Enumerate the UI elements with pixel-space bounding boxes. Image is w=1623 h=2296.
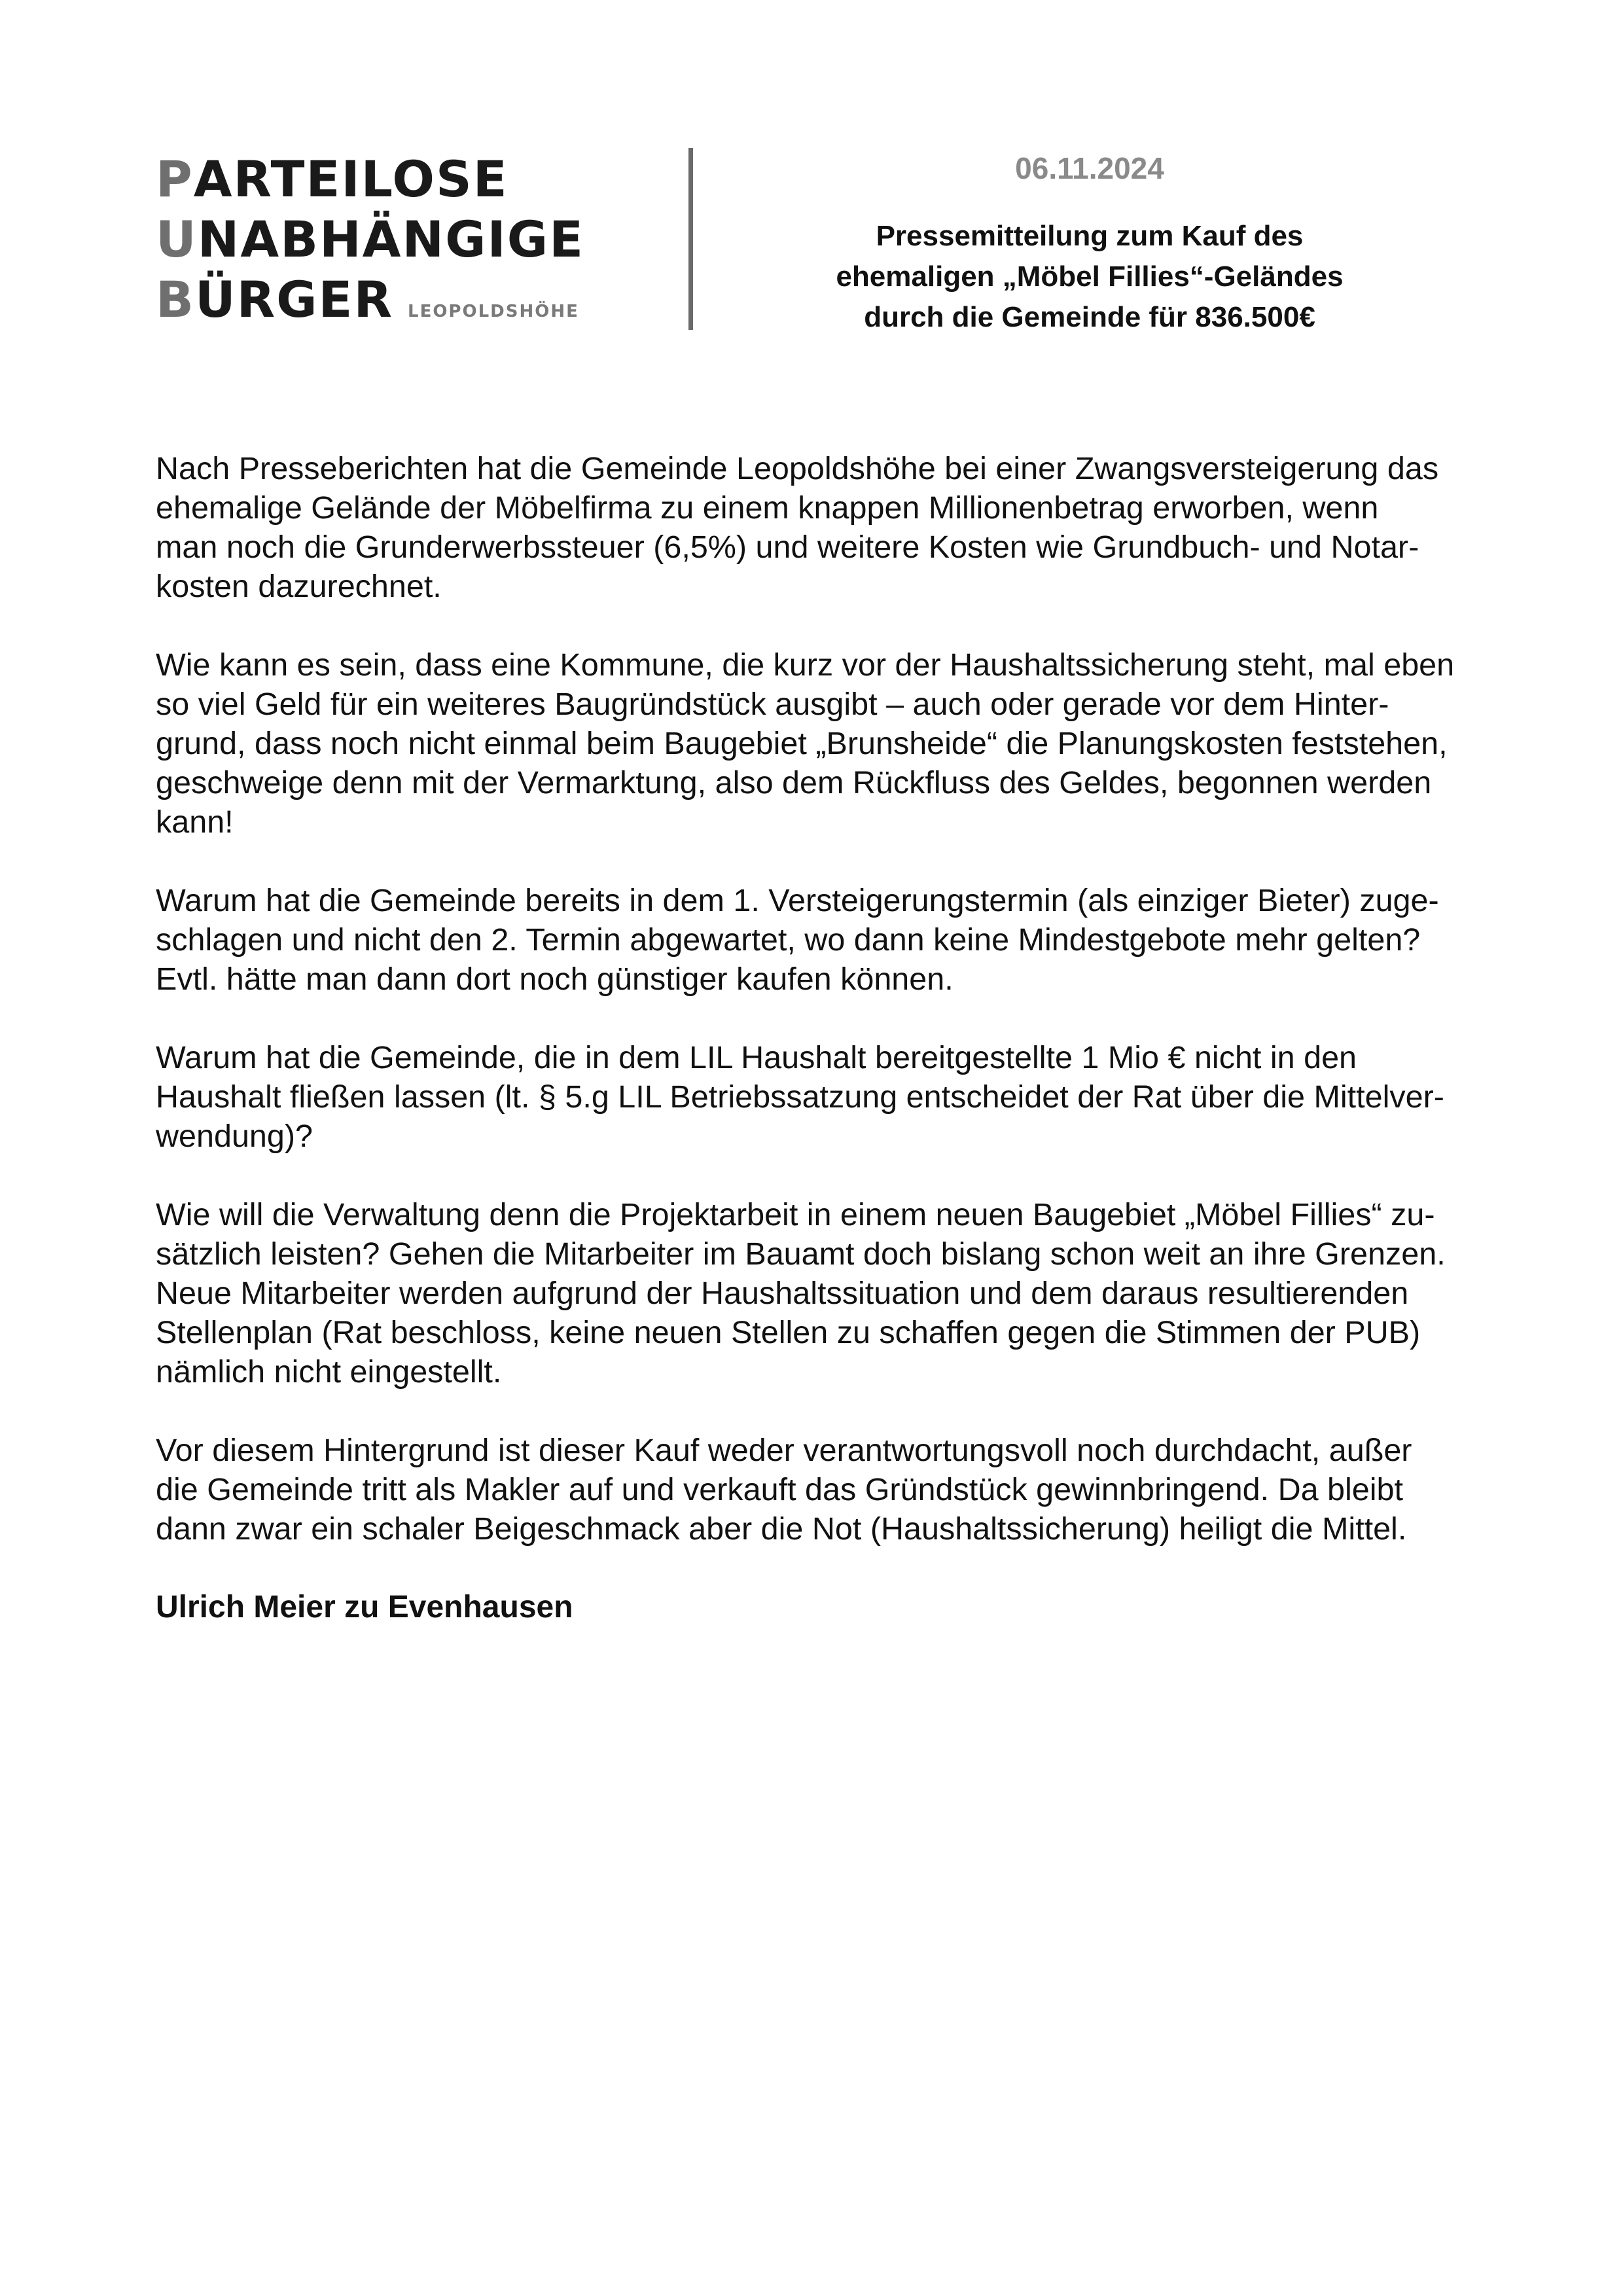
text-line: die Gemeinde tritt als Makler auf und verkauft das Gründstück gewinnbringend. Da bleibt: [156, 1472, 1403, 1507]
paragraph-6: [156, 1431, 1484, 1549]
text-line: man noch die Grunderwerbssteuer (6,5%) und weitere Kosten wie Grundbuch- und Notar-: [156, 529, 1419, 565]
paragraph-4: [156, 1038, 1484, 1156]
release-body: [156, 449, 1484, 1627]
text-line: Wie kann es sein, dass eine Kommune, die kurz vor der Haushaltssicherung steht, mal eben: [156, 647, 1455, 683]
text-line: schlagen und nicht den 2. Termin abgewartet, wo dann keine Mindestgebote mehr gelten?: [156, 922, 1421, 958]
logo-line-2: [156, 209, 633, 270]
text-line: Evtl. hätte man dann dort noch günstiger kaufen können.: [156, 961, 954, 997]
logo-word-1: ARTEILOSE: [193, 150, 508, 208]
logo-line-1: [156, 149, 633, 209]
logo-initial-p: P: [156, 150, 194, 208]
text-line: Stellenplan (Rat beschloss, keine neuen Stellen zu schaffen gegen die Stimmen der PUB): [156, 1315, 1421, 1350]
logo-place-name: LEOPOLDSHÖHE: [408, 302, 579, 321]
release-title-line: ehemaligen „Möbel Fillies“-Geländes: [836, 260, 1344, 293]
text-line: ehemalige Gelände der Möbelfirma zu einem knappen Millionenbetrag erworben, wenn: [156, 490, 1379, 526]
party-logo: [156, 149, 633, 342]
release-date: 06.11.2024: [1015, 151, 1164, 185]
text-line: dann zwar ein schaler Beigeschmack aber die Not (Haushaltssicherung) heiligt die Mittel.: [156, 1511, 1407, 1547]
text-line: Wie will die Verwaltung denn die Projektarbeit in einem neuen Baugebiet „Möbel Fillies“ zu-: [156, 1197, 1435, 1232]
author-signature: Ulrich Meier zu Evenhausen: [156, 1590, 573, 1624]
release-title: [759, 216, 1420, 338]
text-line: grund, dass noch nicht einmal beim Baugebiet „Brunsheide“ die Planungskosten feststehen,: [156, 726, 1448, 761]
text-line: sätzlich leisten? Gehen die Mitarbeiter im Bauamt doch bislang schon weit an ihre Grenzen.: [156, 1236, 1446, 1272]
logo-initial-b: B: [156, 270, 195, 329]
release-title-line: durch die Gemeinde für 836.500€: [864, 301, 1315, 333]
text-line: kosten dazurechnet.: [156, 569, 442, 604]
text-line: geschweige denn mit der Vermarktung, also dem Rückfluss des Geldes, begonnen werden: [156, 765, 1432, 800]
text-line: Warum hat die Gemeinde bereits in dem 1. Versteigerungstermin (als einziger Bieter) zuge-: [156, 883, 1439, 918]
paragraph-5: [156, 1195, 1484, 1391]
text-line: so viel Geld für ein weiteres Baugründstück ausgibt – auch oder gerade vor dem Hinter-: [156, 687, 1389, 722]
text-line: wendung)?: [156, 1119, 313, 1154]
header-divider: [688, 148, 693, 330]
release-title-line: Pressemitteilung zum Kauf des: [876, 220, 1304, 252]
text-line: Haushalt fließen lassen (lt. § 5.g LIL Betriebssatzung entscheidet der Rat über die Mittelver-: [156, 1079, 1444, 1115]
logo-word-3: ÜRGER: [194, 270, 393, 329]
text-line: nämlich nicht eingestellt.: [156, 1354, 502, 1390]
paragraph-2: [156, 645, 1484, 842]
logo-initial-u: U: [156, 210, 198, 268]
text-line: Warum hat die Gemeinde, die in dem LIL Haushalt bereitgestellte 1 Mio € nicht in den: [156, 1040, 1357, 1075]
paragraph-3: [156, 881, 1484, 999]
paragraph-1: [156, 449, 1484, 606]
text-line: Vor diesem Hintergrund ist dieser Kauf weder verantwortungsvoll noch durchdacht, außer: [156, 1433, 1412, 1468]
text-line: kann!: [156, 804, 234, 840]
logo-word-2: NABHÄNGIGE: [197, 210, 585, 268]
logo-line-3: [156, 270, 633, 342]
text-line: Nach Presseberichten hat die Gemeinde Leopoldshöhe bei einer Zwangsversteigerung das: [156, 451, 1439, 486]
text-line: Neue Mitarbeiter werden aufgrund der Haushaltssituation und dem daraus resultierenden: [156, 1276, 1409, 1311]
